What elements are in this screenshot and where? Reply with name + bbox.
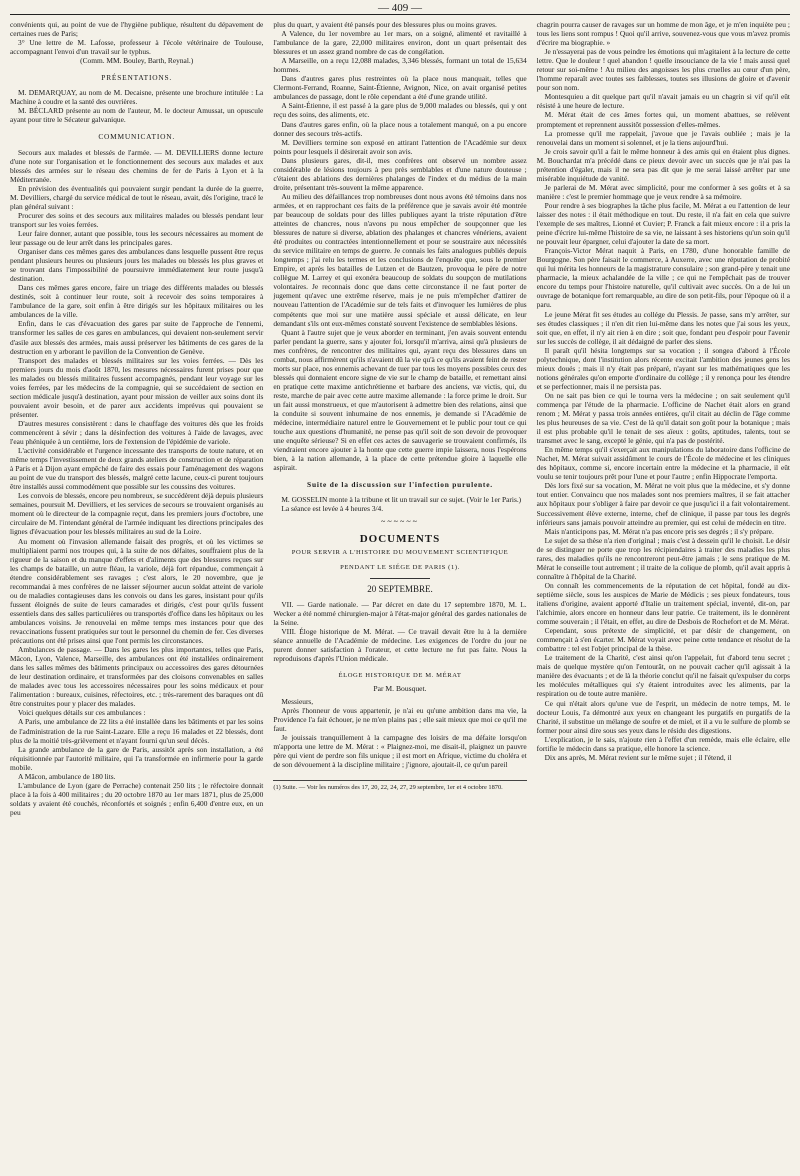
paragraph: Pour rendre à ses biographes la tâche plus facile, M. Mérat a eu l'attention de leur laisser des notes : il était méthodique en tout. Du reste, il n'a fait en cela que suivre l'exemple de ses maîtres, Lionné et Cuvier; P. Franck a fait mieux encore : il a pris la peine d'écrire lui-même l'histoire de sa vie, ne laissant à ses historiens qu'un soin qu'il ne pouvait leur épargner, celui d'ajouter la date de sa mort. xyxy=(536,200,790,247)
paragraph: François-Victor Mérat naquit à Paris, en 1780, d'une honorable famille de Bourgogne. Son père faisait le commerce, à Auxerre, avec une réputation de probité qui lui mérita les honneurs de la magistrature consulaire ; son grand-père y tenait une pharmacie, la mieux achalandée de la ville ; ce qui ne l'empêchait pas de trouver encore du temps pour l'histoire naturelle, qu'il cultivait avec succès. On a de lui un ouvrage de botanique fort remarquable, au dire de son petit-fils, pour l'époque où il a paru. xyxy=(536,246,790,310)
column-2 xyxy=(273,20,526,817)
paragraph: L'ambulance de Lyon (gare de Perrache) contenait 250 lits ; le réfectoire donnait place à la fois à 400 militaires ; du 20 octobre 1870 au 1er mars 1871, plus de 25,000 soldats y avaient été couchés, réconfortés et soignés ; enfin 6,400 d'entre eux, en un peu xyxy=(10,780,264,817)
paragraph: M. BÉCLARD présente au nom de l'auteur, M. le docteur Amussat, un opuscule ayant pour titre le Sécateur galvanique. xyxy=(10,106,264,125)
paragraph: Dans d'autres gares enfin, où la place nous a totalement manqué, on a pu encore donner des secours très-actifs. xyxy=(273,119,527,138)
paragraph: Le traitement de la Charité, c'est ainsi qu'on l'appelait, fut d'abord tenu secret ; mais de quelque mystère qu'on l'entourât, on ne pouvait cacher qu'il agissait à la manière des évacuants ; et de là la théorie conclut qu'il ne faisait qu'expulser du corps les molécules métalliques qui s'y étaient introduites avec les aliments, par la respiration ou de toute autre manière. xyxy=(536,653,790,699)
paragraph: La séance est levée à 4 heures 3/4. xyxy=(281,504,384,514)
paragraph: (Comm. MM. Bouley, Barth, Reynal.) xyxy=(80,56,194,66)
paragraph: convénients qui, au point de vue de l'hygiène publique, résultent du dépavement de certaines rues de Paris; xyxy=(10,20,264,39)
paragraph: Mais n'anticipons pas, M. Mérat n'a pas encore pris ses degrés ; il s'y prépare. xyxy=(544,526,774,536)
footnote: (1) Suite. — Voir les numéros des 17, 20, 22, 24, 27, 29 septembre, 1er et 4 octobre 1870. xyxy=(273,780,526,792)
page-number: — 409 — xyxy=(378,2,422,14)
paragraph: Ce qui n'était alors qu'une vue de l'esprit, un médecin de notre temps, M. le docteur Louis, l'a démontré aux yeux en changeant les purgatifs en purgatifs de la Charité, il substitue un mélange de soufre et de miel, et il a vu le sulfure de plomb se former pour ainsi dire sous ses yeux dans le résidu des digestions. xyxy=(536,698,790,735)
section-heading: PRÉSENTATIONS. xyxy=(101,73,173,83)
paragraph: L'activité considérable et l'urgence incessante des transports de toute nature, et en même temps l'investissement de deux grands ateliers de construction et de réparation à Paris et à Dijon ayant empêché de faire des essais pour l'aménagement des wagons au point de vue du transport des blessés, malgré cette lacune, ceux-ci purent toujours être installés aussi commodément que possible sur les coussins des voitures. xyxy=(10,446,264,492)
paragraph: On connaît les commencements de la réputation de cet hôpital, fondé au dix-septième siècle, sous les auspices de Marie de Médicis ; ses pieux fondateurs, tous italiens d'origine, avaient apporté d'Italie un traitement spécial, inventé, dit-on, par l'alchimie, alors encore en honneur dans leur patrie. Ce traitement, ils le donnèrent comme souverain ; il l'était, en effet, au dire de Desbois de Rochefort et de M. Mérat. xyxy=(536,580,790,627)
paragraph: Leur faire donner, autant que possible, tous les secours nécessaires au moment de leur passage ou de leur arrêt dans les principales gares. xyxy=(10,228,264,247)
paragraph: M. Devilliers termine son exposé en attirant l'attention de l'Académie sur deux points pour lesquels il désirerait avoir son avis. xyxy=(273,137,527,156)
paragraph: A Mâcon, ambulance de 180 lits. xyxy=(18,771,116,781)
paragraph: Dans plusieurs gares, dit-il, mes confrères ont observé un nombre assez considérable de lésions toujours à peu près semblables et d'une nature douteuse ; c'étaient des ablations des dernières phalanges de l'index et du médius de la main droite, présentant très-souvent la même apparence. xyxy=(273,155,527,192)
section-heading: COMMUNICATION. xyxy=(98,132,176,142)
paragraph: Je crois savoir qu'il a fait le même honneur à des amis qui en étaient plus dignes. M. Bouchardat m'a précédé dans ce pieux devoir avec un succès que je n'ai pas la prétention d'égaler, mais il ne sera pas dit que je me serai laissé arrêter par une misérable inquiétude de vanité. xyxy=(536,146,790,183)
eloge-title: ÉLOGE HISTORIQUE DE M. MÉRAT xyxy=(338,672,462,680)
paragraph: plus du quart, y avaient été pansés pour des blessures plus ou moins graves. xyxy=(273,20,497,29)
author-line: Par M. Bousquet. xyxy=(373,684,427,694)
paragraph: Après l'honneur de vous appartenir, je n'ai eu qu'une ambition dans ma vie, la Providence l'a fait échouer, je ne m'en plains pas ; elle sait mieux que moi ce qu'il me faut. xyxy=(273,706,527,734)
section-heading: Suite de la discussion sur l'infection purulente. xyxy=(307,480,493,490)
salutation: Messieurs, xyxy=(281,697,314,707)
paragraph: Dix ans après, M. Mérat revient sur le même sujet ; il l'étend, il xyxy=(544,752,732,762)
paragraph: A Marseille, on a reçu 12,088 malades, 3,346 blessés, formant un total de 15,634 hommes. xyxy=(273,56,527,75)
paragraph: M. DEMARQUAY, au nom de M. Decaisne, présente une brochure intitulée : La Machine à coudre et la santé des ouvrières. xyxy=(10,88,264,107)
documents-subtitle-1: POUR SERVIR A L'HISTOIRE DU MOUVEMENT SCIENTIFIQUE xyxy=(291,548,509,556)
column-3 xyxy=(537,20,790,817)
paragraph: Au moment où l'invasion allemande faisait des progrès, et où les victimes se multipliaient parmi nos troupes qui, à la suite de nos défaites, souffraient plus de la rigueur de la saison et du manque d'effets et d'aliments que des blessures reçues sur les champs de bataille, un autre fléau, la variole, déjà fort répandue, commençait à étendre considérablement ses ravages ; c'est alors, le 20 novembre, que je recommandai à mes confrères de ne laisser séjourner aucun soldat atteint de variole ou de maladies contagieuses dans les convois ou dans les gares, insistant pour qu'ils fussent éloignés de suite de leurs camarades et dirigés, c'est pour qu'ils fussent essentiels dans des salles particulières ou transportés d'office dans les hôpitaux ou les ambulances voisins. Je renouvelai en même temps mes instances pour que des revaccinations fussent pratiquées sur tout le personnel du chemin de fer. Ces diverses précautions ont été prises ainsi que l'ont permis les circonstances. xyxy=(10,536,264,646)
paragraph: VIII. Éloge historique de M. Mérat. — Ce travail devait être lu à la dernière séance annuelle de l'Académie de médecine. Les exigences de l'ordre du jour ne purent donner satisfaction à l'orateur, et cette lecture ne fut pas faite. Nous la reproduisons d'après l'Union médicale. xyxy=(273,626,527,663)
paragraph: Organiser dans ces mêmes gares des ambulances dans lesquelle pussent être reçus pendant plusieurs heures ou plusieurs jours les malades ou blessés les plus graves et se trouvant dans l'impossibilité de poursuivre immédiatement leur route jusqu'à destination. xyxy=(10,247,264,284)
paragraph: Transport des malades et blessés militaires sur les voies ferrées. — Dès les premiers jours du mois d'août 1870, les mesures nécessaires furent prises pour que les malades ou blessés militaires fussent accompagnés, pendant leur voyage sur les voies ferrées, par les médecins de la compagnie, qui se succédaient de section en section médicale jusqu'à destination, ayant pour mission de veiller aux soins dont ils pouvaient avoir besoin, et de parer aux accidents imprévus qui pouvaient se présenter. xyxy=(10,355,264,419)
paragraph: Dans d'autres gares plus restreintes où la place nous manquait, telles que Clermont-Ferrand, Roanne, Saint-Étienne, Avignon, Nice, on avait organisé petites ambulances de passage, dont le rôle cependant a été d'une grande utilité. xyxy=(273,74,527,102)
paragraph: Je parlerai de M. Mérat avec simplicité, pour me conformer à ses goûts et à sa manière : c'est le premier hommage que je veux rendre à sa mémoire. xyxy=(536,182,790,201)
paragraph: Procurer des soins et des secours aux militaires malades ou blessés pendant leur transport sur les voies ferrées. xyxy=(10,210,264,229)
paragraph: Quant à l'autre sujet que je veux aborder en terminant, j'en avais souvent entendu parler pendant la guerre, sans y ajouter foi, lorsqu'il m'arriva, ainsi qu'à plusieurs de mes confrères, de rencontrer des militaires qui, ayant reçu des blessures dans un combat, nous affirmèrent qu'ils n'avaient dû la vie qu'à ce qu'ils avaient feint de rester morts sur place, nos ennemis achevant de tuer par tous les moyens possibles ceux des blessés qui donnaient encore signe de vie sur le champ de bataille, et remettant ainsi en pratique cette maxime antichrétienne et barbare des anciens, væ victis, qui, du reste, marche de pair avec cette autre maxime allemande : la force prime le droit. Sur un fait aussi monstrueux, et que m'autorisent à admettre bien des relations, ainsi que la conduite si souvent inhumaine de nos ennemis, je demande si l'Académie de médecine, intermédiaire naturel entre le Gouvernement et le public pour tout ce qui touche aux questions d'humanité, ne pense pas qu'il soit de son devoir de provoquer une enquête sérieuse? Si en effet ces actes de sauvagerie se trouvaient confirmés, ils viendraient encore ajouter à la honte que cette guerre impie laissera, nous l'espérons bien, à la nation allemande, à la place de cette prétendue gloire à laquelle elle aspirait. xyxy=(273,327,527,473)
paragraph: M. GOSSELIN monte à la tribune et lit un travail sur ce sujet. (Voir le 1er Paris.) xyxy=(281,495,522,505)
paragraph: Montesquieu a dit quelque part qu'il n'avait jamais eu un chagrin si vif qu'il eût résisté à une heure de lecture. xyxy=(536,92,790,111)
paragraph: Enfin, dans le cas d'évacuation des gares par suite de l'approche de l'ennemi, transformer les salles de ces gares en ambulances, qui devaient non-seulement servir d'asile aux blessés des armées, mais aussi préserver les bâtiments de ces gares de la destruction en y arborant le pavillon de la Convention de Genève. xyxy=(10,319,264,356)
header-rule xyxy=(10,14,790,15)
paragraph: Dans ces mêmes gares encore, faire un triage des différents malades ou blessés destinés, soit à continuer leur route, soit à recevoir des soins temporaires à l'ambulance de la gare, soit enfin à être dirigés sur les hôpitaux militaires ou les ambulances de la ville. xyxy=(10,283,264,320)
paragraph: A Paris, une ambulance de 22 lits a été installée dans les bâtiments et par les soins de l'administration de la rue Saint-Lazare. Elle a reçu 16 malades et 22 blessés, dont plus de la moitié très-grièvement et n'ayant fourni qu'un seul décès. xyxy=(10,717,264,745)
divider xyxy=(370,578,430,579)
ornament-divider: ~~~~~~ xyxy=(381,517,419,527)
paragraph: En même temps qu'il s'exerçait aux manipulations du laboratoire dans l'officine de Nachet, M. Mérat suivait assidûment le cours de l'École de médecine et les cliniques des hôpitaux, comme si, encore incertain entre la médecine et la pharmacie, il eût voulu se tenir toujours prêt pour l'une et pour l'autre ; enfin Hippocrate l'emporta. xyxy=(536,445,790,482)
paragraph: Le sujet de sa thèse n'a rien d'original ; mais c'est à dessein qu'il le choisit. Le désir de se distinguer ne porte que trop les récipiendaires à traiter des maladies les plus rares, des maladies qu'ils ne rencontreront peut-être jamais ; le sens pratique de M. Mérat le conseille tout autrement ; il traite de la colique de plomb, qu'il avait appris à connaître à l'hôpital de la Charité. xyxy=(536,535,790,581)
column-1 xyxy=(10,20,263,817)
paragraph: La promesse qu'il me rappelait, j'avoue que je l'avais oubliée ; mais je la renouvelai dans un moment si solennel, et je la tiens aujourd'hui. xyxy=(536,128,790,147)
documents-subtitle-2: PENDANT LE SIÉGE DE PARIS (1). xyxy=(340,563,460,571)
paragraph: Voici quelques détails sur ces ambulances : xyxy=(18,708,146,718)
paragraph: M. Mérat était de ces âmes fortes qui, un moment abattues, se relèvent promptement et reprennent aussitôt possession d'elles-mêmes. xyxy=(536,110,790,129)
paragraph: chagrin pourra causer de ravages sur un homme de mon âge, et je m'en inquiète peu ; tous les liens sont rompus ! Quoi qu'il arrive, souvenez-vous que vous m'avez promis d'écrire ma biographie. » xyxy=(536,20,790,48)
paragraph: D'autres mesures consistèrent : dans le chauffage des voitures dès que les froids commencèrent à sévir ; dans la désinfection des voitures à l'aide de lavages, avec l'eau phéniquée à un centième, lors de l'extension de l'épidémie de variole. xyxy=(10,418,264,447)
paragraph: On ne sait pas bien ce qui le tourna vers la médecine ; on sait seulement qu'il commença par l'étude de la pharmacie. L'officine de Nachet était alors en grand renom ; M. Mérat y passa trois années entières, qu'il citait au déclin de l'âge comme les plus heureuses de sa vie. C'est de là qu'il datait son goût pour la botanique ; mais il est plus probable qu'il le tenait de ses aïeux : goûts, aptitudes, talents, tout se transmet avec le sang, excepté le génie, qui n'a pas de postérité. xyxy=(536,390,790,446)
paragraph: Au milieu des défaillances trop nombreuses dont nous avons été témoins dans nos armées, et en rapprochant ces faits de la préférence que je savais avoir été montrée par beaucoup de soldats pour des lilles publiques ayant la triste réputation d'être atteintes de chancres, nous n'avons pu nous empêcher de soupçonner que les blessures de nature si diverse, ablation des phalanges et chancres vénériens, avaient été produites ou contractées intentionnellement et pour se soustraire aux nécessités du service militaire en temps de guerre. Je connais les faits analogues publiés depuis longtemps ; j'ai relu les termes et les conclusions de l'enquête que, sous le premier Empire, et après les batailles de Lutzen et de Bautzen, provoqua le père de notre collègue M. Larrey et qui exonéra beaucoup de soldats du soupçon de mutilations volontaires. Je reconnais donc que dans cette circonstance il ne faut porter de jugement qu'avec une extrême réserve, mais je ne puis m'empêcher d'attirer de nouveau l'attention de l'Académie sur de tels faits et d'invoquer les lumières de plus compétents que moi sur une matière aussi spéciale et aussi délicate, en leur demandant s'ils ont eux-mêmes constaté souvent l'existence de semblables lésions. xyxy=(273,191,527,328)
date-heading: 20 SEPTEMBRE. xyxy=(367,583,433,594)
paragraph: Ambulances de passage. — Dans les gares les plus importantes, telles que Paris, Mâcon, Lyon, Valence, Marseille, des ambulances ont été installées ordinairement dans les salles mêmes des bâtiments principaux ou accessoires des gares détournées de leur destination ordinaire, et transformées par des cloisons convenables en salles de malades avec tous les accessoires nécessaires pour les soins médicaux et pour l'alimentation : bureaux, cuisines, réfectoires, etc. ; très-rarement des baraques ont dû être construites pour y placer des malades. xyxy=(10,645,264,709)
paragraph: L'explication, je le sais, n'ajoute rien à l'effet d'un remède, mais elle éclaire, elle fortifie le médecin dans sa pratique, elle honore la science. xyxy=(536,734,790,753)
paragraph: VII. — Garde nationale. — Par décret en date du 17 septembre 1870, M. L. Wecker a été nommé chirurgien-major à l'état-major général des gardes nationales de la Seine. xyxy=(273,599,527,627)
paragraph: Cependant, sous prétexte de simplicité, et par désir de changement, on commençait à s'en écarter. M. Mérat voyait avec peine cette tendance et résolut de la combattre : tel est l'objet principal de la thèse. xyxy=(536,626,790,654)
paragraph: Dès lors fixé sur sa vocation, M. Mérat ne voit plus que la médecine, et s'y donne tout entier. Convaincu que nos malades sont nos premiers maîtres, il se fait attacher aux hôpitaux pour s'obliger à faire par devoir ce que jusqu'ici il a fait volontairement. Successivement élève externe, interne, chef de clinique, il passe par tous les degrés inférieurs sans jamais pouvoir atteindre au premier, qui est celui de médecin en titre. xyxy=(536,481,790,527)
paragraph: Secours aux malades et blessés de l'armée. — M. DEVILLIERS donne lecture d'une note sur l'organisation et le fonctionnement des secours aux malades et aux blessés des armées sur le réseau des chemins de fer de Paris à Lyon et à la Méditerranée. xyxy=(10,147,264,184)
paragraph: Les convois de blessés, encore peu nombreux, se succédèrent déjà depuis plusieurs semaines, poursuit M. Devilliers, et les services de secours se trouvaient organisés au moment où le directeur de la compagnie reçut, dans les premiers jours d'octobre, une circulaire de M. l'intendant général de l'armée indiquant les directions principales des lignes d'évacuation pour les blessés militaires au sud de la Loire. xyxy=(10,491,264,537)
page-header xyxy=(10,4,790,18)
documents-title: DOCUMENTS xyxy=(359,532,441,545)
paragraph: Il paraît qu'il hésita longtemps sur sa vocation ; il songea d'abord à l'École polytechnique, dont l'institution alors récente excitait l'ambition des jeunes gens les mieux doués ; mais il n'y était pas préparé, n'ayant sur les mathématiques que les notions générales qu'on emporte d'ordinaire du collège ; il y renonça pour les étendre et se perfectionner, mais il ne persista pas. xyxy=(536,345,790,391)
paragraph: La grande ambulance de la gare de Paris, aussitôt après son installation, a été réquisitionnée par l'autorité militaire, qui l'a transformée en infirmerie pour la garde mobile. xyxy=(10,744,264,772)
paragraph: Je n'essayerai pas de vous peindre les émotions qui m'agitaient à la lecture de cette lettre. Que le douleur ! quel abandon ! quelle insouciance de la vie ! mais aussi quel retour sur soi-même ! Au milieu des angoisses les plus cruelles au cœur d'un père, l'homme reparaît avec toutes ses faiblesses, toutes ses illusions de gloire et d'avenir pour son nom. xyxy=(536,47,790,93)
paragraph: Je jouissais tranquillement à la campagne des loisirs de ma défaite lorsqu'on m'apporta une lettre de M. Mérat : « Plaignez-moi, me disait-il, plaignez un pauvre père qui vient de perdre son fils unique ; il est mort en Afrique, victime du choléra et de son dévouement à la discipline militaire ; j'ignore, ajoutait-il, ce qu'un pareil xyxy=(273,733,527,770)
paragraph: A Saint-Étienne, il est passé à la gare plus de 9,000 malades ou blessés, qui y ont reçu des soins, des aliments, etc. xyxy=(273,101,527,120)
paragraph: Le jeune Mérat fit ses études au collége du Plessis. Je passe, sans m'y arrêter, sur ses études classiques ; il n'en dit rien lui-même dans les notes que j'ai sous les yeux, soit que, en effet, il n'y ait rien à en dire ; soit que, fondant peu d'espoir pour l'avenir sur les succès de collège, il ait dédaigné de parler des siens. xyxy=(536,309,790,346)
paragraph: En prévision des éventualités qui pouvaient surgir pendant la durée de la guerre, M. Devilliers, chargé du service médical de tout le réseau, avait, dès l'origine, tracé le plan général suivant : xyxy=(10,183,264,211)
columns xyxy=(10,20,790,817)
paragraph: A Valence, du 1er novembre au 1er mars, on a soigné, alimenté et ravitaillé à l'ambulance de la gare, 22,000 militaires environ, dont un quart présentait des blessures et un assez grand nombre de cas de congélation. xyxy=(273,29,527,57)
paragraph: 3° Une lettre de M. Lafosse, professeur à l'école vétérinaire de Toulouse, accompagnant l'envoi d'un travail sur le typhus. xyxy=(10,38,264,57)
